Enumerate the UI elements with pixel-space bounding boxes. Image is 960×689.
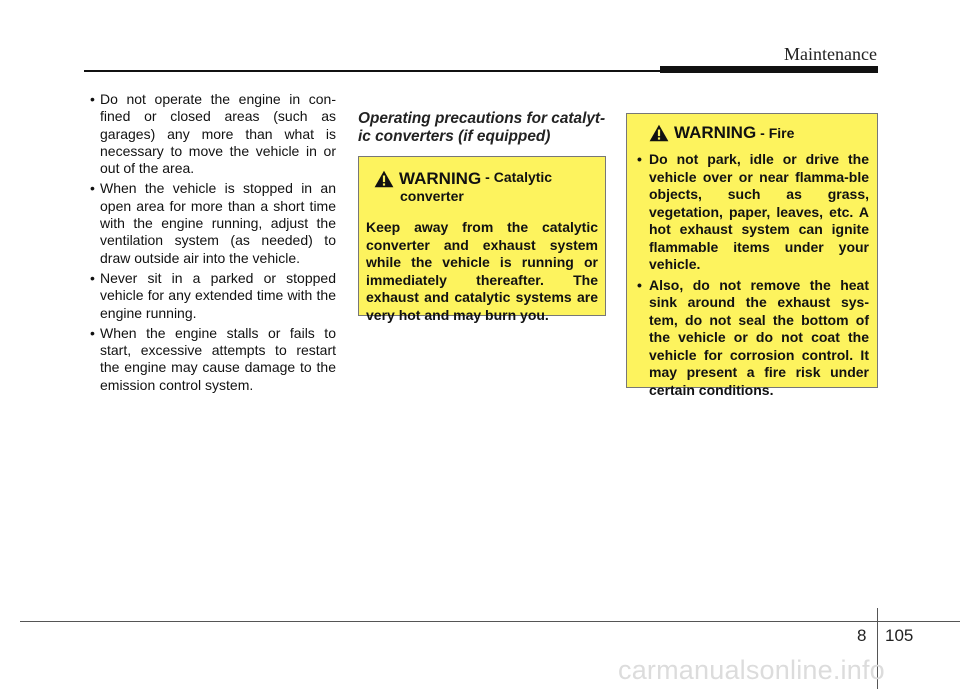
page-number: 105 <box>885 626 914 645</box>
warning-subtitle-continued <box>366 188 598 205</box>
list-item: • Also, do not remove the heat sink around the exhaust sys-tem, do not seal the bottom of the vehicle or do not coat the vehicle for corrosion control. It may present a fire risk under certain conditions. <box>635 277 869 400</box>
fire-warning-list <box>635 151 869 399</box>
middle-column <box>358 110 606 146</box>
watermark: carmanualsonline.info <box>618 655 885 685</box>
list-item: • When the engine stalls or fails to start, excessive attempts to restart the engine may cause damage to the emission control system. <box>90 325 336 394</box>
warning-subtitle: - Fire <box>760 125 795 141</box>
header-rule-thick <box>660 66 878 73</box>
left-column <box>90 91 336 397</box>
warning-box-fire <box>626 113 878 398</box>
warning-subtitle-line2: converter <box>400 188 464 204</box>
list-item: • Do not operate the engine in con-fined or closed areas (such as garages) any more than what is necessary to move the vehicle in or out of the area. <box>90 91 336 177</box>
header-rule-thin <box>84 70 660 72</box>
warning-label: WARNING <box>674 123 757 142</box>
list-item: • Never sit in a parked or stopped vehicle for any extended time with the engine running. <box>90 270 336 322</box>
precautions-list <box>90 91 336 394</box>
warning-triangle-icon <box>374 170 394 188</box>
warning-body: Keep away from the catalytic converter and exhaust system while the vehicle is running or immediately thereafter. The exhaust and catalytic systems are very hot and may burn you. <box>366 219 598 323</box>
chapter-number: 8 <box>857 626 867 645</box>
list-item: • Do not park, idle or drive the vehicle over or near flamma-ble objects, such as grass, vegetation, paper, leaves, etc. A hot exhaust system can ignite flammable items under your vehicle. <box>635 151 869 274</box>
warning-header <box>635 123 869 142</box>
warning-header <box>366 169 598 188</box>
warning-triangle-icon <box>649 124 669 142</box>
warning-subtitle-line1: - Catalytic <box>485 169 553 185</box>
warning-subtitle <box>481 169 552 186</box>
footer-rule <box>20 621 960 622</box>
catalytic-precautions-heading: Operating precautions for catalyt-ic converters (if equipped) <box>358 110 606 145</box>
section-title: Maintenance <box>784 44 877 64</box>
warning-box-catalytic <box>358 156 606 323</box>
warning-label: WARNING <box>399 169 482 188</box>
list-item: • When the vehicle is stopped in an open area for more than a short time with the engine running, adjust the ventilation system (as needed) to draw outside air into the vehicle. <box>90 180 336 266</box>
